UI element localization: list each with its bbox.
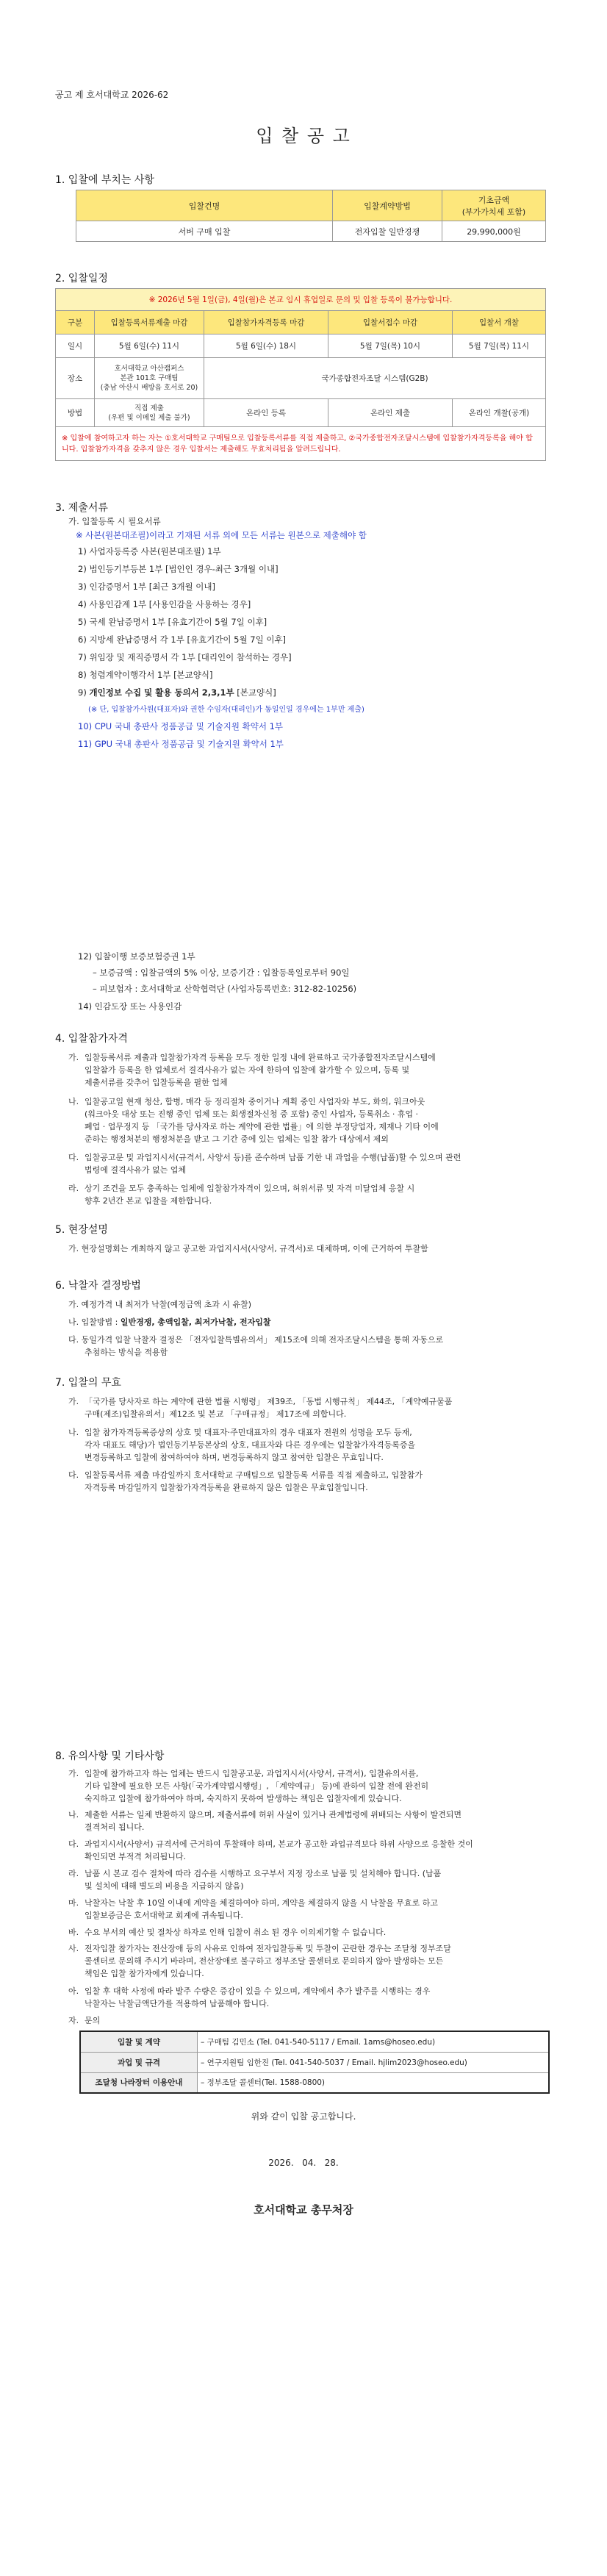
clause-line: (워크아웃 대상 또는 진행 중인 업체 또는 회생절차신청 중 포함) 중인 사업자, 등록취소 · 휴업 · [85,1109,419,1119]
section-8-heading: 8. 유의사항 및 기타사항 [55,1750,165,1762]
col-header: 기초금액 (부가가치세 포함) [442,190,546,221]
section-2-heading: 2. 입찰일정 [55,273,108,285]
contact-value: – 정부조달 콜센터(Tel. 1588-0800) [198,2072,550,2093]
doc-item: 3) 인감증명서 1부 [최근 3개월 이내] [78,582,215,592]
consent-note: (※ 단, 입찰참가사원(대표자)와 권한 수임자(대리인)가 동일인일 경우에는 1부만 제출) [88,706,364,714]
award-text: 추첨하는 방식을 적용함 [85,1348,168,1357]
clause-line: 「국가를 당사자로 하는 계약에 관한 법률 시행령」 제39조, 「동법 시행규칙」 제44조, 「계약예규물품 [85,1397,453,1406]
clause-label: 가. [68,1769,79,1778]
page-title: 입 찰 공 고 [256,126,351,146]
closing-statement: 위와 같이 입찰 공고합니다. [251,2111,356,2122]
clause-text [85,1897,555,1922]
clause-line: 상기 조건을 모두 충족하는 업체에 입찰참가자격이 있으며, 허위서류 및 자격 미달업체 응찰 시 [85,1184,415,1193]
clause-text [85,1867,555,1892]
clause-line: 콜센터로 문의해 주시기 바라며, 전산장애로 불구하고 정부조달 콜센터로 문의하지 않아 발생하는 모든 [85,1956,444,1966]
section-6-heading: 6. 낙찰자 결정방법 [55,1280,141,1292]
clause-line: 구매(제조)입찰유의서」제12조 및 본교 「구매규정」 제17조에 의합니다. [85,1409,347,1419]
doc-item: 8) 청렴계약이행각서 1부 [본교양식] [78,670,213,680]
clause-line: 제출서류를 갖추어 입찰등록을 필한 업체 [85,1078,228,1087]
contact-label: 과업 및 규격 [80,2052,198,2072]
clause-line: 낙찰자는 낙찰 후 10일 이내에 계약을 체결하여야 하며, 계약을 체결하지 않을 시 낙찰을 무효로 하고 [85,1898,438,1908]
clause-line: 입찰 참가자격등록증상의 상호 및 대표자·주민대표자의 경우 대표자 전원의 성명을 모두 등재, [85,1428,412,1437]
place-cell: 국가종합전자조달 시스템(G2B) [204,358,546,399]
clause-line: 변경등록하고 입찰에 참여하여야 하며, 변경등록하지 않고 참여한 입찰은 무효입니다. [85,1453,384,1462]
doc-item-seal: 14) 인감도장 또는 사용인감 [78,1001,182,1012]
award-method: 일반경쟁, 총액입찰, 최저가낙찰, 전자입찰 [120,1317,271,1327]
date-cell: 5월 6일(수) 18시 [204,334,328,358]
item-name: 서버 구매 입찰 [76,221,333,242]
col-header: 입찰서접수 마감 [328,311,453,334]
doc-item: 7) 위임장 및 재직증명서 각 1부 [대리인이 참석하는 경우] [78,652,292,662]
doc-item-gpu: 11) GPU 국내 총판사 정품공급 및 기술지원 확약서 1부 [78,739,284,749]
contact-value: – 구매팀 김민소 (Tel. 041-540-5117 / Email. 1ams@hoseo.edu) [198,2031,550,2052]
clause-text [85,1808,555,1833]
date-cell: 5월 7일(목) 10시 [328,334,453,358]
clause-label: 다. [68,1153,79,1162]
bond-detail: – 피보험자 : 호서대학교 산학협력단 (사업자등록번호: 312-82-10256) [93,984,357,994]
contact-table [79,2031,550,2094]
clause-label: 아. [68,1986,79,1996]
original-docs-note: ※ 사본(원본대조필)이라고 기재된 서류 외에 모든 서류는 원본으로 제출해야 함 [76,530,367,540]
doc-item: 2) 법인등기부등본 1부 [법인인 경우-최근 3개월 이내] [78,564,279,574]
clause-text [85,1395,555,1420]
consent-title: 개인정보 수집 및 활용 동의서 2,3,1부 [89,687,234,698]
clause-line: 입찰참가 등록을 한 업체로서 결격사유가 없는 자에 한하여 입찰에 참가할 수 있으며, 등록 및 [85,1065,410,1075]
doc-item: 1) 사업자등록증 사본(원본대조필) 1부 [78,546,221,557]
award-line: 가. 예정가격 내 최저가 낙찰(예정금액 초과 시 유찰) [68,1300,252,1309]
clause-line: 결격처리 됩니다. [85,1822,145,1832]
issuer-signature: 호서대학교 총무처장 [254,2203,353,2217]
clause-line: 및 설치에 대해 별도의 비용을 지급하지 않음) [85,1881,244,1891]
clause-label: 나. [68,1428,79,1437]
clause-text [85,1985,555,2010]
doc-item: 6) 지방세 완납증명서 각 1부 [유효기간이 5월 7일 이후] [78,634,287,645]
method-cell: 온라인 제출 [328,399,453,427]
clause-line: 입찰공고일 현재 청산, 합병, 매각 등 정리절차 중이거나 계획 중인 사업자와 부도, 화의, 워크아웃 [85,1097,425,1106]
date-cell: 5월 7일(목) 11시 [453,334,546,358]
clause-label: 나. [68,1810,79,1820]
award-text: 다. 동일가격 입찰 낙찰자 결정은 「전자입찰특별유의서」 제15조에 의해 전자조달시스템을 통해 자동으로 [68,1335,444,1345]
method-cell: 온라인 등록 [204,399,328,427]
clause-line: 숙지하고 입찰에 참가하여야 하며, 숙지하지 못하여 발생하는 책임은 입찰자에게 있습니다. [85,1794,402,1803]
clause-text [85,1838,555,1863]
clause-line: 수요 부서의 예산 및 절차상 하자로 인해 입찰이 취소 된 경우 이의제기할 수 없습니다. [85,1928,387,1937]
contact-value: – 연구지원팀 임한진 (Tel. 041-540-5037 / Email. hjlim2023@hoseo.edu) [198,2052,550,2072]
holiday-notice: ※ 2026년 5월 1일(금), 4일(월)은 본교 임시 휴업일로 문의 및 입찰 등록이 불가능합니다. [56,289,546,311]
clause-text [85,1095,555,1145]
clause-label: 다. [68,1839,79,1849]
clause-line: 각자 대표도 해당)가 법인등기부등본상의 상호, 대표자와 다른 경우에는 입찰참가자격등록증을 [85,1440,416,1450]
clause-text [85,1767,555,1805]
clause-line: 입찰보증금은 호서대학교 회계에 귀속됩니다. [85,1911,243,1920]
clause-text [85,1051,555,1089]
clause-line: 입찰등록서류 제출과 입찰참가자격 등록을 모두 정한 일정 내에 완료하고 국가종합전자조달시스템에 [85,1053,436,1062]
clause-text [85,1469,555,1494]
section-1-heading: 1. 입찰에 부치는 사항 [55,174,154,186]
clause-text [85,1942,555,1980]
section-7-heading: 7. 입찰의 무효 [55,1377,121,1389]
row-label: 방법 [56,399,95,427]
clause-line: 준하는 행정처분의 행정처분을 받고 그 기간 중에 있는 업체는 입찰 참가 대상에서 제외 [85,1134,389,1144]
clause-label: 마. [68,1898,79,1908]
col-header: 구분 [56,311,95,334]
doc-item: 4) 사용인감계 1부 [사용인감을 사용하는 경우] [78,599,251,609]
section-3-heading: 3. 제출서류 [55,502,108,514]
clause-text [85,1426,555,1464]
col-header: 입찰참가자격등록 마감 [204,311,328,334]
clause-label: 가. [68,1397,79,1406]
row-label: 일시 [56,334,95,358]
clause-label: 사. [68,1944,79,1953]
section-5-heading: 5. 현장설명 [55,1224,108,1236]
clause-line: 과업지시서(사양서) 규격서에 근거하여 투찰해야 하며, 본교가 공고한 과업규격보다 하위 사양으로 응찰한 것이 [85,1839,473,1849]
row-label: 장소 [56,358,95,399]
clause-label: 다. [68,1470,79,1480]
clause-label: 라. [68,1184,79,1193]
clause-line: 입찰에 참가하고자 하는 업체는 반드시 입찰공고문, 과업지시서(사양서, 규격서), 입찰유의서를, [85,1769,419,1778]
section-4-heading: 4. 입찰참가자격 [55,1033,128,1045]
clause-text [85,1926,555,1939]
clause-text [85,1151,555,1176]
clause-line: 제출한 서류는 일체 반환하지 않으며, 제출서류에 허위 사실이 있거나 관계법령에 위배되는 사항이 발견되면 [85,1810,461,1820]
subsection-label: 가. 입찰등록 시 필요서류 [68,516,161,526]
clause-line: 전자입찰 참가자는 전산장애 등의 사유로 인하여 전자입찰등록 및 투찰이 곤란한 경우는 조달청 정부조달 [85,1944,451,1953]
clause-line: 기타 입찰에 필요한 모든 사항(「국가계약법시행령」, 「계약예규」 등)에 관하여 입찰 전에 완전히 [85,1781,429,1791]
doc-item: 5) 국세 완납증명서 1부 [유효기간이 5월 7일 이후] [78,617,267,627]
clause-line: 향후 2년간 본교 입찰을 제한합니다. [85,1196,212,1206]
col-header: 입찰등록서류제출 마감 [95,311,204,334]
clause-line: 법령에 결격사유가 없는 업체 [85,1165,187,1175]
clause-line: 입찰 후 대학 사정에 따라 발주 수량은 증감이 있을 수 있으며, 계약에서 추가 발주를 시행하는 경우 [85,1986,431,1996]
clause-line: 자격등록 마감일까지 입찰참가자격등록을 완료하지 않은 입찰은 무효입찰입니다. [85,1483,368,1492]
doc-item-bond: 12) 입찰이행 보증보험증권 1부 [78,951,195,962]
place-cell: 호서대학교 아산캠퍼스 본관 101호 구매팀 (충남 아산시 배방읍 호서로 20) [95,358,204,399]
consent-suffix: [본교양식] [234,687,276,698]
award-line [68,1334,553,1359]
award-line [68,1316,271,1328]
contact-label: 입찰 및 계약 [80,2031,198,2052]
clause-label: 나. [68,1097,79,1106]
clause-label: 바. [68,1928,79,1937]
clause-label: 자. [68,2016,79,2025]
doc-item-cpu: 10) CPU 국내 총판사 정품공급 및 기술지원 확약서 1부 [78,721,284,731]
clause-text [85,1182,555,1207]
col-header: 입찰서 개찰 [453,311,546,334]
contract-method: 전자입찰 일반경쟁 [333,221,442,242]
contact-label: 조달청 나라장터 이용안내 [80,2072,198,2093]
notice-date: 2026. 04. 28. [268,2158,339,2168]
method-cell: 직접 제출 (우편 및 이메일 제출 불가) [95,399,204,427]
bond-detail: – 보증금액 : 입찰금액의 5% 이상, 보증기간 : 입찰등록일로부터 90일 [93,967,350,978]
clause-label: 라. [68,1869,79,1878]
clause-line: 책임은 입찰 참가자에게 있습니다. [85,1969,204,1978]
method-cell: 온라인 개찰(공개) [453,399,546,427]
schedule-table [55,288,546,461]
clause-line: 낙찰자는 낙찰금액단가를 적용하여 납품해야 합니다. [85,1999,270,2008]
clause-line: 입찰등록서류 제출 마감일까지 호서대학교 구매팀으로 입찰등록 서류를 직접 제출하고, 입찰참가 [85,1470,423,1480]
award-method-label: 나. 입찰방법 : [68,1317,121,1327]
bid-items-table [76,190,546,242]
clause-line: 입찰공고문 및 과업지시서(규격서, 사양서 등)를 준수하며 납품 기한 내 과업을 수행(납품)할 수 있으며 관련 [85,1153,461,1162]
site-briefing-text: 가. 현장설명회는 개최하지 않고 공고한 과업지시서(사양서, 규격서)로 대체하며, 이에 근거하여 투찰함 [68,1244,428,1253]
date-cell: 5월 6일(수) 11시 [95,334,204,358]
col-header: 입찰계약방법 [333,190,442,221]
clause-label: 가. [68,1053,79,1062]
inquiry-label: 문의 [85,2016,101,2025]
notice-number: 공고 제 호서대학교 2026-62 [55,90,169,100]
col-header: 입찰건명 [76,190,333,221]
base-price: 29,990,000원 [442,221,546,242]
consent-prefix: 9) [78,687,90,698]
clause-line: 납품 시 본교 검수 절차에 따라 검수를 시행하고 요구부서 지정 장소로 납품 및 설치해야 합니다. (납품 [85,1869,442,1878]
schedule-footnote: ※ 입찰에 참여하고자 하는 자는 ①호서대학교 구매팀으로 입찰등록서류를 직접 제출하고, ②국가종합전자조달시스템에 입찰참가자격등록을 해야 합니다. 입찰참가자격을 갖추지 않은 경우 입찰서는 제출해도 무효처리됨을 알려드립니다. [56,427,546,461]
clause-line: 확인되면 부적격 처리됩니다. [85,1852,187,1861]
doc-item-consent [78,686,276,700]
clause-line: 폐업 · 업무정지 등 「국가를 당사자로 하는 계약에 관한 법률」에 의한 부정당업자, 제재나 기타 이에 [85,1122,439,1131]
